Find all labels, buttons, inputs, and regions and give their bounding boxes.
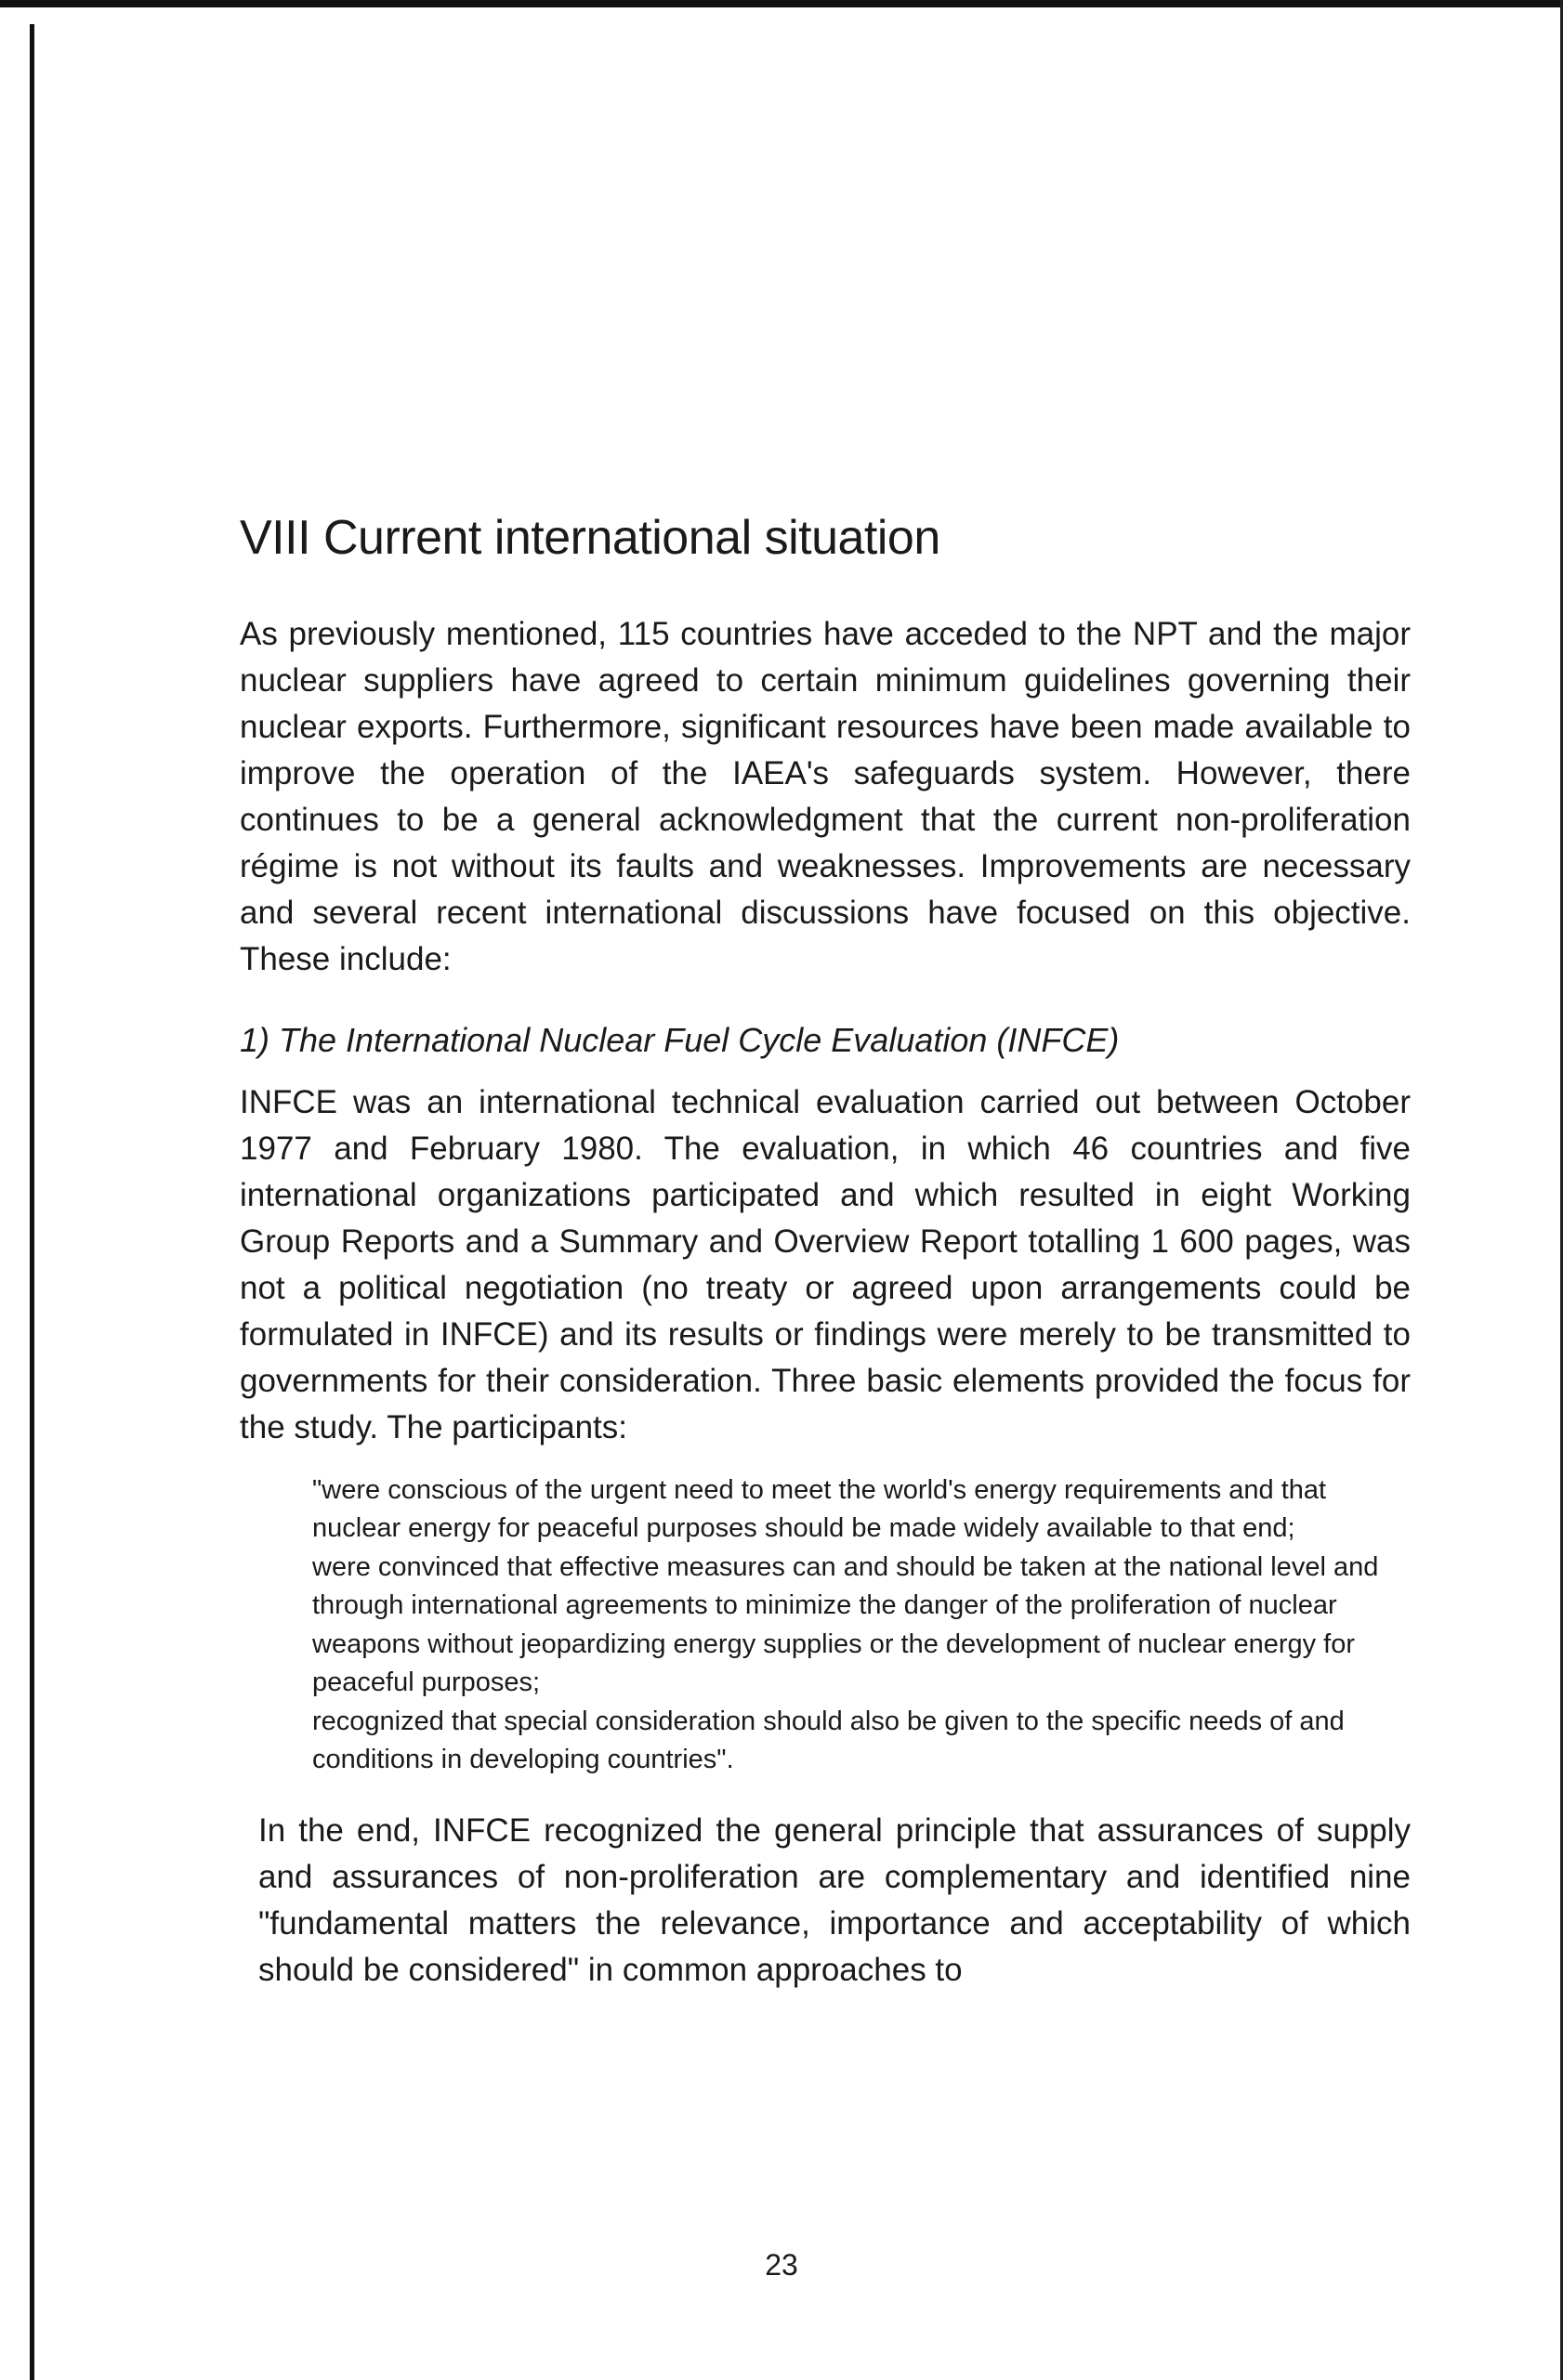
quote-line: were convinced that effective measures can and should be taken at the national level and through international agreements to minimize the danger of the proliferation of nuclear weapons without jeopardizing energy supplies or the development of nuclear energy for peaceful purposes; — [312, 1551, 1379, 1698]
scan-edge-top — [0, 0, 1563, 7]
scan-edge-left — [30, 24, 34, 2380]
quote-line: recognized that special consideration should also be given to the specific needs of and conditions in developing countries". — [312, 1706, 1345, 1775]
page-number: 23 — [765, 2248, 798, 2282]
infce-paragraph: INFCE was an international technical evaluation carried out between October 1977 and February 1980. The evaluation, in which 46 countries and five international organizations participated and which resulted in eight Working Group Reports and a Summary and Overview Report totalling 1 600 pages, was not a political negotiation (no treaty or agreed upon arrangements could be formulated in INFCE) and its results or findings were merely to be transmitted to governments for their consideration. Three basic elements provided the focus for the study. The participants: — [240, 1083, 1411, 1445]
block-quote — [312, 1471, 1411, 1780]
quote-line: "were conscious of the urgent need to meet the world's energy requirements and that nuclear energy for peaceful purposes should be made widely available to that end; — [312, 1474, 1327, 1544]
section-heading-infce: 1) The International Nuclear Fuel Cycle Evaluation (INFCE) — [240, 1021, 1120, 1060]
closing-paragraph: In the end, INFCE recognized the general principle that assurances of supply and assurances of non-proliferation are complementary and identified nine "fundamental matters the relevance, importance and acceptability of which should be considered" in common approaches to — [258, 1811, 1411, 1988]
page-content — [240, 509, 1411, 1994]
chapter-title: VIII Current international situation — [240, 511, 940, 565]
intro-paragraph: As previously mentioned, 115 countries have acceded to the NPT and the major nuclear suppliers have agreed to certain minimum guidelines governing their nuclear exports. Furthermore, significant resources have been made available to improve the operation of the IAEA's safeguards system. However, there continues to be a general acknowledgment that the current non-proliferation régime is not without its faults and weaknesses. Improvements are necessary and several recent international discussions have focused on this objective. These include: — [240, 616, 1411, 978]
